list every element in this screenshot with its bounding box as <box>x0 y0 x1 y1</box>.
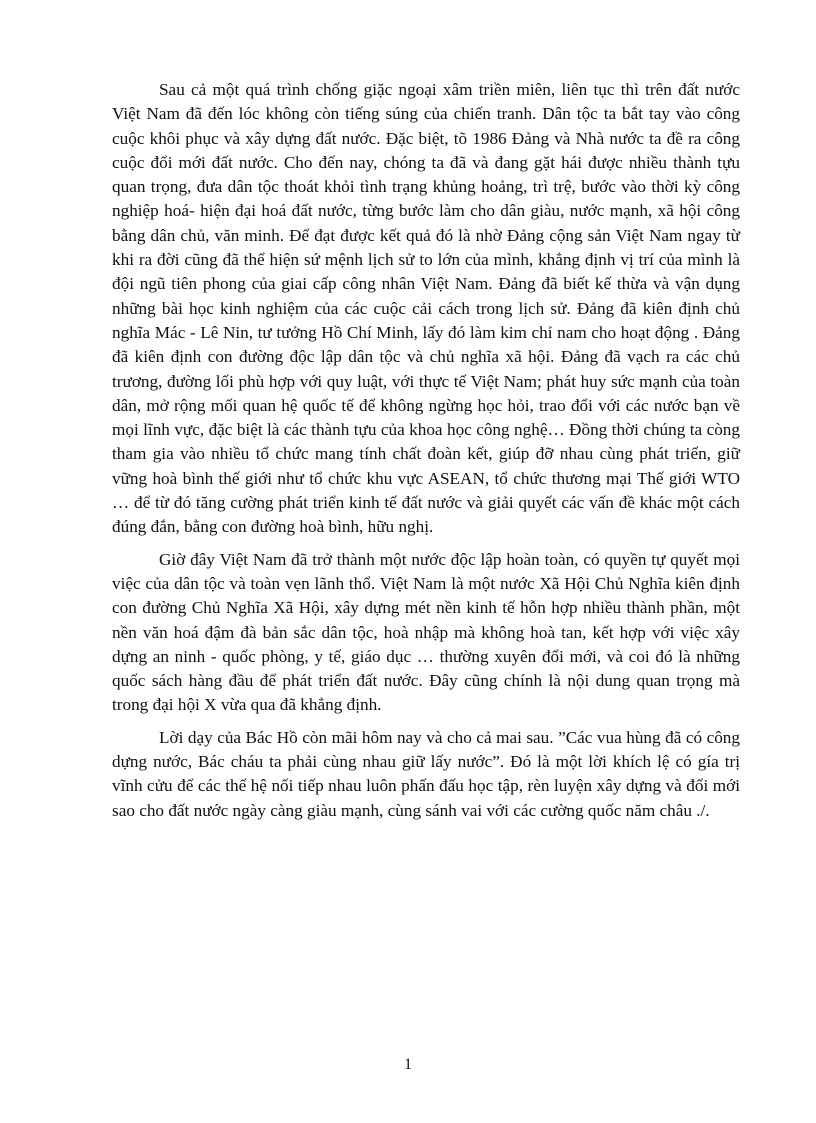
paragraph-2: Giờ đây Việt Nam đã trở thành một nước độc lập hoàn toàn, có quyền tự quyết mọi việc của dân tộc và toàn vẹn lãnh thổ. Việt Nam là một nước Xã Hội Chủ Nghĩa kiên định con đường Chủ Nghĩa Xã Hội, xây dựng mét nền kinh tế hỗn hợp nhiều thành phần, một nền văn hoá đậm đà bản sắc dân tộc, hoà nhập mà không hoà tan, kết hợp với việc xây dựng an ninh - quốc phòng, y tế, giáo dục … thường xuyên đổi mới, và coi đó là những quốc sách hàng đầu để phát triển đất nước. Đây cũng chính là nội dung quan trọng mà trong đại hội X vừa qua đã khẳng định. <box>112 549 740 715</box>
body-text <box>112 78 740 823</box>
page-number: 1 <box>404 1056 412 1073</box>
paragraph-3: Lời dạy của Bác Hồ còn mãi hôm nay và cho cả mai sau. ”Các vua hùng đã có công dựng nước, Bác cháu ta phải cùng nhau giữ lấy nước”. Đó là một lời khích lệ có gía trị vĩnh cửu để các thế hệ nối tiếp nhau luôn phấn đấu học tập, rèn luyện xây dựng và đổi mới sao cho đất nước ngày càng giàu mạnh, cùng sánh vai với các cường quốc năm châu ./. <box>112 727 740 820</box>
paragraph-1: Sau cả một quá trình chống giặc ngoại xâm triền miên, liên tục thì trên đất nước Việt Nam đã đến lóc không còn tiếng súng của chiến tranh. Dân tộc ta bắt tay vào công cuộc khôi phục và xây dựng đất nước. Đặc biệt, tõ 1986 Đảng và Nhà nước ta đề ra công cuộc đổi mới đất nước. Cho đến nay, chóng ta đã và đang gặt hái được nhiều thành tựu quan trọng, đưa dân tộc thoát khỏi tình trạng khủng hoảng, trì trệ, bước vào thời kỳ công nghiệp hoá- hiện đại hoá đất nước, từng bước làm cho dân giàu, nước mạnh, xã hội công bằng dân chủ, văn minh. Để đạt được kết quả đó là nhờ Đảng cộng sản Việt Nam ngay từ khi ra đời cũng đã thể hiện sứ mệnh lịch sử to lớn của mình, khẳng định vị trí của mình là đội ngũ tiên phong của giai cấp công nhân Việt Nam. Đảng đã biết kế thừa và vận dụng những bài học kinh nghiệm của các cuộc cải cách trong lịch sử. Đảng đã kiên định chủ nghĩa Mác - Lê Nin, tư tưởng Hồ Chí Minh, lấy đó làm kim chỉ nam cho hoạt động . Đảng đã kiên định con đường độc lập dân tộc và chủ nghĩa xã hội. Đảng đã vạch ra các chủ trương, đường lối phù hợp với quy luật, với thực tế Việt Nam; phát huy sức mạnh của toàn dân, mở rộng mối quan hệ quốc tế để không ngừng học hỏi, trao đổi với các nước bạn về mọi lĩnh vực, đặc biệt là các thành tựu của khoa học công nghệ… Đồng thời chúng ta còng tham gia vào nhiều tổ chức mang tính chất đoàn kết, giúp đỡ nhau cùng phát triển, giữ vững hoà bình thế giới như tổ chức khu vực ASEAN, tổ chức thương mại Thế giới WTO … để từ đó tăng cường phát triển kinh tế đất nước và giải quyết các vấn đề khác một cách đúng đắn, bằng con đường hoà bình, hữu nghị. <box>112 80 740 537</box>
